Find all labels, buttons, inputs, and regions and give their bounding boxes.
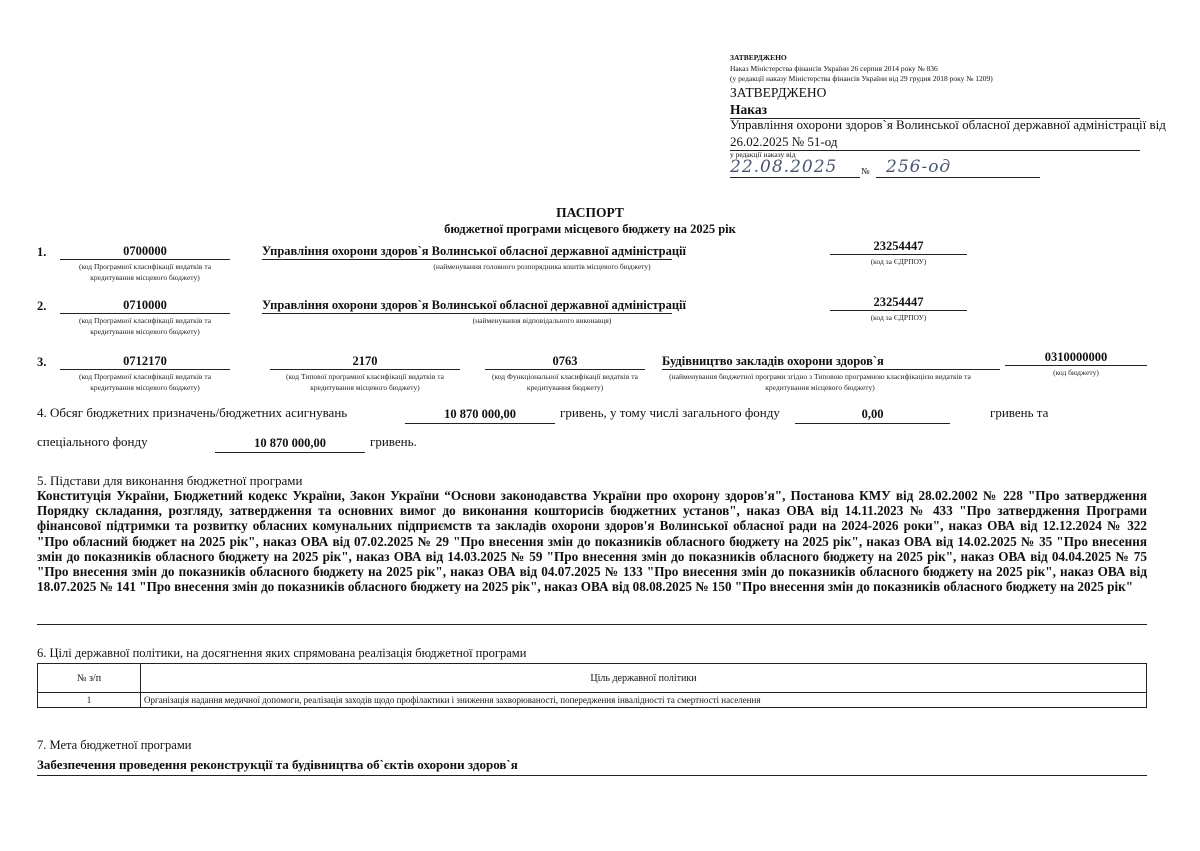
basis-line: Порядку складання, розгляду, затвердження та основних вимог до виконання кошторисів бюджетних установ", наказ ОВА від 14.11.2023 № 433 "Про затвердження Програми <box>37 503 1147 519</box>
handwritten-number: 256-од <box>876 157 1040 178</box>
number-sign: № <box>861 166 870 176</box>
order-line: Наказ Міністерства фінансів України 26 серпня 2014 року № 836 <box>730 64 938 73</box>
table-row <box>38 693 1147 708</box>
functional-code: 0763 <box>485 354 645 370</box>
edition-label: у редакції наказу від <box>730 150 796 159</box>
order-label: Наказ <box>730 102 1140 119</box>
program-code: 0700000 <box>60 244 230 260</box>
manager-name: Управління охорони здоров`я Волинської обласної державної адміністрації <box>262 244 686 258</box>
page-title: ПАСПОРТ <box>556 205 624 220</box>
budget-code-caption: (код бюджету) <box>1053 368 1099 377</box>
typical-code-caption: (код Типової програмної класифікації видатків та кредитування місцевого бюджету) <box>285 372 445 392</box>
program-code-caption: (код Програмної класифікації видатків та кредитування місцевого бюджету) <box>78 316 212 336</box>
section5-heading: 5. Підстави для виконання бюджетної програми <box>37 473 303 488</box>
section7-heading: 7. Мета бюджетної програми <box>37 738 192 752</box>
program-goal: Забезпечення проведення реконструкції та будівництва об`єктів охорони здоров`я <box>37 757 518 772</box>
page-subtitle: бюджетної програми місцевого бюджету на 2025 рік <box>444 222 736 236</box>
issuer: Управління охорони здоров`я Волинської обласної державної адміністрації від <box>730 117 1166 132</box>
approved-heading: ЗАТВЕРДЖЕНО <box>730 85 827 100</box>
divider <box>37 775 1147 776</box>
edrpou-code: 23254447 <box>830 295 967 311</box>
column-header-goal: Ціль державної політики <box>141 664 1147 693</box>
program-code: 0712170 <box>60 354 230 370</box>
row-number-cell: 1 <box>38 693 141 708</box>
functional-code-caption: (код Функціональної класифікації видатків та кредитування бюджету) <box>491 372 638 392</box>
edrpou-code: 23254447 <box>830 239 967 255</box>
divider <box>37 624 1147 625</box>
basis-line: Конституція України, Бюджетний кодекс України, Закон України “Основи законодавства України про охорону здоров'я", Постанова КМУ від 28.02.2002 № 228 "Про затвердження <box>37 488 1147 503</box>
program-name: Будівництво закладів охорони здоров`я <box>662 354 1000 370</box>
executor-name: Управління охорони здоров`я Волинської обласної державної адміністрації <box>262 298 686 312</box>
policy-goals-table <box>37 663 1147 708</box>
basis-line: фінансової підтримки та розвитку обласних комунальних підприємств та закладів охорони здоров'я Волинської обласної ради на 2024-2026 роки", наказ ОВА від 12.12.2024 № 322 <box>37 518 1147 534</box>
row-number: 3. <box>37 355 47 369</box>
column-header-number: № з/п <box>38 664 141 693</box>
section5-text <box>37 488 1147 594</box>
program-code: 0710000 <box>60 298 230 314</box>
row-number: 1. <box>37 245 47 259</box>
basis-line: змін до показників обласного бюджету на 2025 рік", наказ ОВА від 14.03.2025 № 59 "Про внесення змін до показників обласного бюджету на 2025 рік", наказ ОВА від 04.04.2025 № 75 <box>37 548 1147 564</box>
section6-heading: 6. Цілі державної політики, на досягнення яких спрямована реалізація бюджетної програми <box>37 646 527 660</box>
special-fund-amount: 10 870 000,00 <box>215 434 365 453</box>
goal-cell: Організація надання медичної допомоги, реалізація заходів щодо профілактики і зниження захворюваності, попередження інвалідності та смертності населення <box>141 693 1147 708</box>
currency-end-text: гривень. <box>370 434 417 449</box>
table-header-row <box>38 664 1147 693</box>
edrpou-caption: (код за ЄДРПОУ) <box>870 257 927 266</box>
special-fund-label: спеціального фонду <box>37 434 148 449</box>
edition-line: (у редакції наказу Міністерства фінансів України від 29 грудня 2018 року № 1209) <box>730 74 993 83</box>
general-fund-text: гривень, у тому числі загального фонду <box>560 405 780 420</box>
and-text: гривень та <box>990 405 1049 420</box>
approved-small: ЗАТВЕРДЖЕНО <box>730 53 787 62</box>
basis-line: "Про внесення змін до показників обласного бюджету на 2025 рік", наказ ОВА від 04.07.2025 № 133 "Про внесення змін до показників обласного бюджету на 2025 рік", наказ ОВА від <box>37 564 1147 580</box>
edrpou-caption: (код за ЄДРПОУ) <box>870 313 927 322</box>
program-name-caption: (найменування бюджетної програми згідно з Типовою програмною класифікацією видатків та кредитування місцевого бюджету) <box>669 372 971 392</box>
manager-name-caption: (найменування головного розпорядника коштів місцевого бюджету) <box>433 262 651 271</box>
order-date-number: 26.02.2025 № 51-од <box>730 134 1140 151</box>
handwritten-date: 22.08.2025 <box>730 157 860 178</box>
total-amount: 10 870 000,00 <box>405 405 555 424</box>
basis-line: 18.07.2025 № 141 "Про внесення змін до показників обласного бюджету на 2025 рік", наказ ОВА від 08.08.2025 № 150 "Про внесення змін до показників обласного бюджету на 2025 рік" <box>37 579 1134 595</box>
executor-name-caption: (найменування відповідального виконавця) <box>472 316 612 325</box>
basis-line: "Про обласний бюджет на 2025 рік", наказ ОВА від 07.02.2025 № 29 "Про внесення змін до показників обласного бюджету на 2025 рік", наказ ОВА від 14.02.2025 № 35 "Про внесення <box>37 533 1147 549</box>
section4-label: 4. Обсяг бюджетних призначень/бюджетних асигнувань <box>37 405 348 420</box>
program-code-caption: (код Програмної класифікації видатків та кредитування місцевого бюджету) <box>78 262 212 282</box>
general-fund-amount: 0,00 <box>795 405 950 424</box>
budget-code: 0310000000 <box>1005 350 1147 366</box>
typical-code: 2170 <box>270 354 460 370</box>
program-code-caption: (код Програмної класифікації видатків та кредитування місцевого бюджету) <box>78 372 212 392</box>
row-number: 2. <box>37 299 47 313</box>
